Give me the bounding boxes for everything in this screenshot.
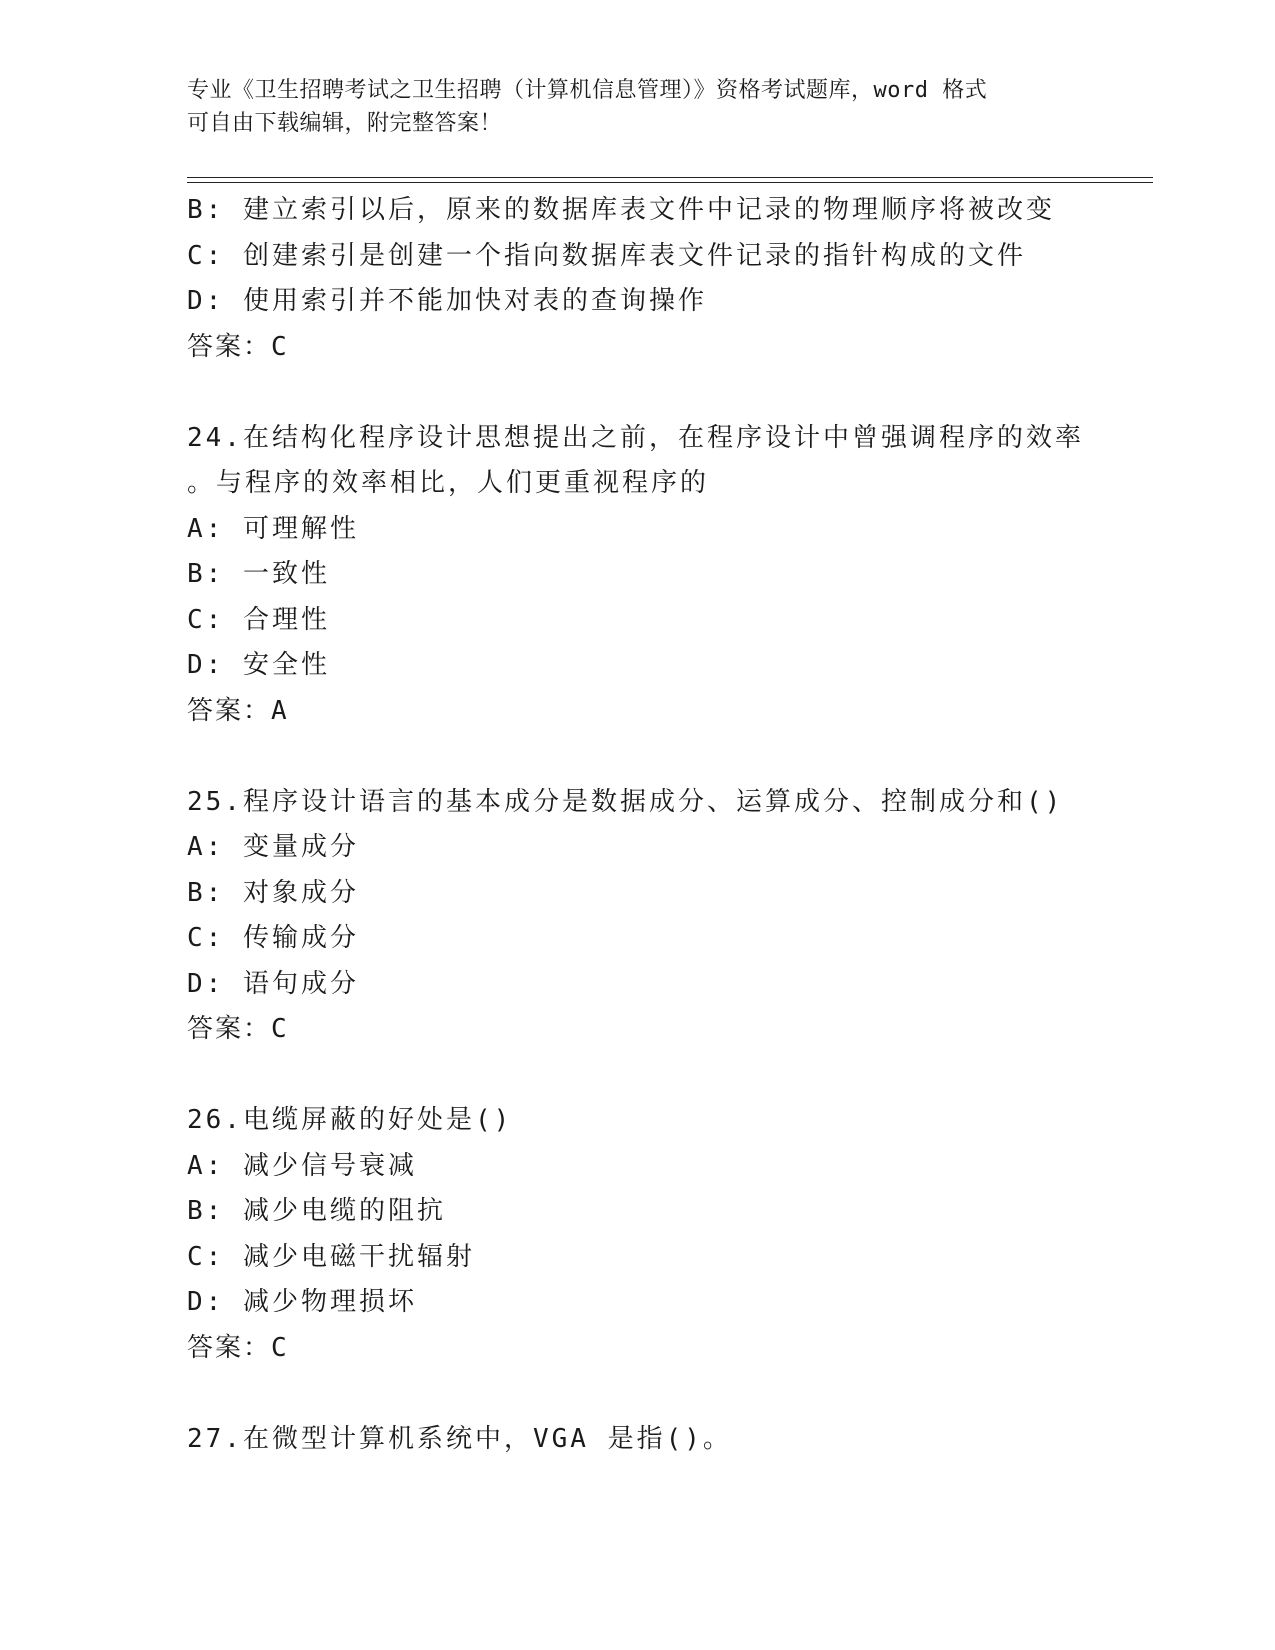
question-26-stem: 26.电缆屏蔽的好处是() [187,1105,513,1135]
question-24-option-a: A: 可理解性 [187,513,359,544]
question-25-option-b: B: 对象成分 [187,877,359,908]
document-header [187,74,1087,140]
header-divider-bottom [187,182,1153,183]
spacer [187,1371,1087,1417]
question-23-option-b: B: 建立索引以后，原来的数据库表文件中记录的物理顺序将被改变 [187,195,1055,225]
spacer [187,1053,1087,1099]
question-24-option-c: C: 合理性 [187,604,330,635]
question-25-option-c: C: 传输成分 [187,923,359,953]
question-23-answer: 答案：C [187,331,289,362]
question-24-answer: 答案：A [187,695,289,726]
header-title-line-2: 可自由下载编辑，附完整答案！ [187,111,503,136]
spacer [187,734,1087,780]
question-24-block [187,416,1087,735]
question-25-option-a: A: 变量成分 [187,832,359,862]
question-26-option-a: A: 减少信号衰减 [187,1150,417,1181]
spacer [187,370,1087,416]
question-24-stem-line-2: 。与程序的效率相比，人们更重视程序的 [187,468,710,498]
question-26-option-c: C: 减少电磁干扰辐射 [187,1241,475,1272]
header-title-line-1: 专业《卫生招聘考试之卫生招聘（计算机信息管理）》资格考试题库，word 格式 [187,78,988,103]
question-26-option-d: D: 减少物理损坏 [187,1287,417,1317]
question-25-option-d: D: 语句成分 [187,968,359,999]
question-24-option-b: B: 一致性 [187,559,330,589]
question-27-stem: 27.在微型计算机系统中，VGA 是指()。 [187,1423,732,1454]
question-23-block [187,188,1087,370]
question-23-option-d: D: 使用索引并不能加快对表的查询操作 [187,286,707,316]
question-25-stem: 25.程序设计语言的基本成分是数据成分、运算成分、控制成分和() [187,786,1064,817]
header-divider-top [187,177,1153,178]
question-24-stem-line-1: 24.在结构化程序设计思想提出之前，在程序设计中曾强调程序的效率 [187,422,1084,453]
question-27-block [187,1417,1087,1463]
question-content [187,188,1087,1462]
question-25-block [187,780,1087,1053]
question-26-block [187,1098,1087,1371]
question-24-option-d: D: 安全性 [187,650,330,680]
question-23-option-c: C: 创建索引是创建一个指向数据库表文件记录的指针构成的文件 [187,240,1026,271]
question-26-option-b: B: 减少电缆的阻抗 [187,1196,446,1226]
question-25-answer: 答案：C [187,1014,289,1044]
question-26-answer: 答案：C [187,1332,289,1363]
